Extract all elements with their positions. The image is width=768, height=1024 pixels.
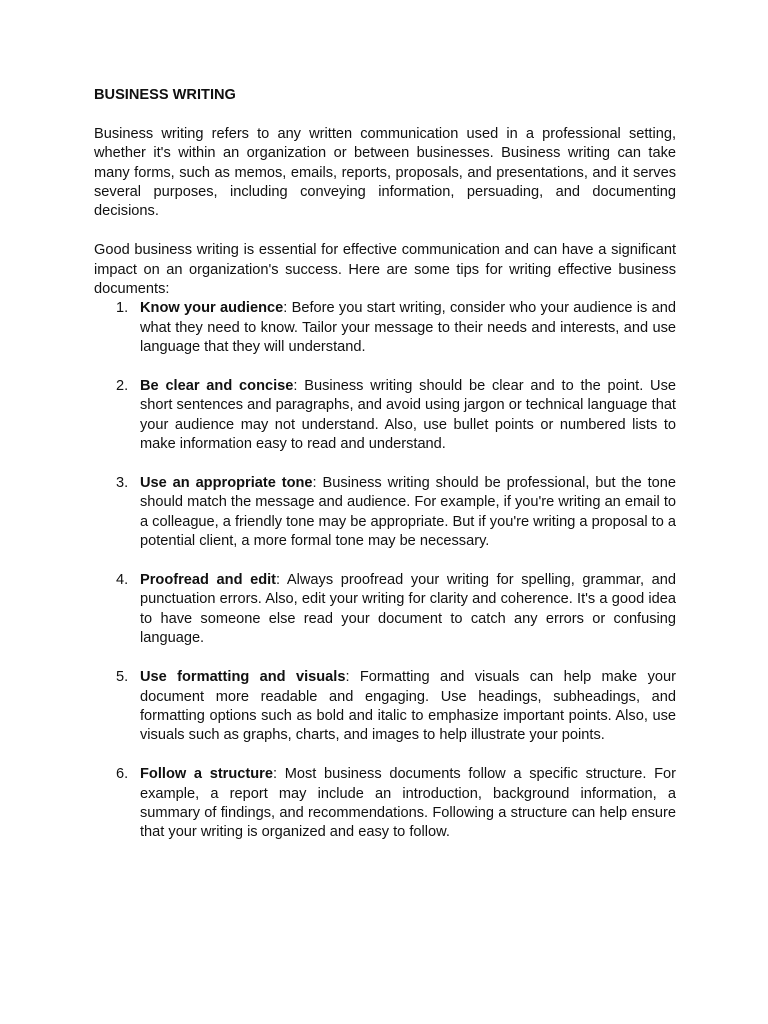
tip-term: Follow a structure: [140, 766, 273, 783]
intro-paragraph-1: Business writing refers to any written communication used in a professional setting, whether it's within an organization or between businesses. Business writing can take many forms, such as memos, emails, reports, proposals, and presentations, and it serves several purposes, including conveying information, persuading, and documenting decisions.: [94, 125, 676, 220]
intro-paragraph-2: Good business writing is essential for effective communication and can have a significant impact on an organization's success. Here are some tips for writing effective business documents:: [94, 242, 676, 298]
tip-term: Know your audience: [140, 300, 284, 317]
tip-item: [94, 668, 676, 746]
tip-number: 5.: [116, 669, 129, 686]
tip-term: Use formatting and visuals: [140, 669, 346, 686]
document-title: BUSINESS WRITING: [94, 87, 236, 103]
tip-number: 6.: [116, 766, 129, 783]
tip-item: [94, 474, 676, 552]
tip-text: : Before you start writing, consider who your audience is and what they need to know. Tailor your message to their needs and interests, and use language that they will understand.: [140, 300, 676, 356]
document-page: [94, 86, 676, 862]
tips-list: [94, 299, 676, 842]
tip-item: [94, 765, 676, 843]
tip-term: Proofread and edit: [140, 572, 277, 589]
tip-item: [94, 299, 676, 357]
tip-text: : Business writing should be clear and to the point. Use short sentences and paragraphs, and avoid using jargon or technical language that your audience may not understand. Also, use bullet points or numbered lists to make information easy to read and understand.: [140, 378, 676, 453]
tip-number: 4.: [116, 572, 129, 589]
tip-item: [94, 377, 676, 455]
tip-text: : Most business documents follow a specific structure. For example, a report may include an introduction, background information, a summary of findings, and recommendations. Following a structure can help ensure that your writing is organized and easy to follow.: [140, 766, 676, 841]
tip-text: : Formatting and visuals can help make your document more readable and engaging. Use headings, subheadings, and formatting options such as bold and italic to emphasize important points. Also, use visuals such as graphs, charts, and images to help illustrate your points.: [140, 669, 676, 744]
tip-number: 2.: [116, 378, 129, 395]
tip-number: 3.: [116, 475, 129, 492]
tip-text: : Business writing should be professional, but the tone should match the message and audience. For example, if you're writing an email to a colleague, a friendly tone may be appropriate. But if you're writing a proposal to a potential client, a more formal tone may be necessary.: [140, 475, 676, 550]
tip-number: 1.: [116, 300, 129, 317]
tip-term: Be clear and concise: [140, 378, 294, 395]
tip-term: Use an appropriate tone: [140, 475, 313, 492]
tip-item: [94, 571, 676, 649]
tip-text: : Always proofread your writing for spelling, grammar, and punctuation errors. Also, edit your writing for clarity and coherence. It's a good idea to have someone else read your document to catch any errors or confusing language.: [140, 572, 676, 647]
